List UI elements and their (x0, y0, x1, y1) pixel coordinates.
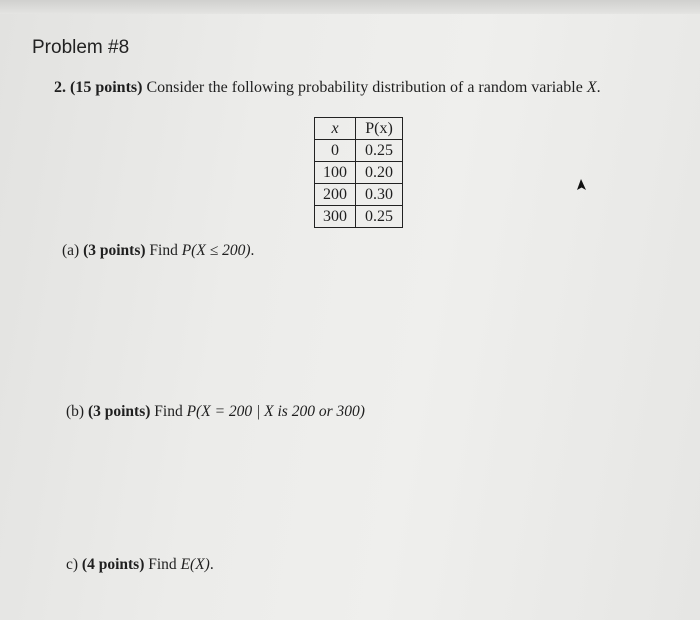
part-c (66, 556, 214, 574)
table-row (315, 162, 403, 184)
table-row (315, 140, 403, 162)
part-a (62, 242, 254, 260)
part-a-expression: P(X ≤ 200) (181, 242, 251, 259)
problem-text: Consider the following probability distribution of a random variable (142, 79, 587, 96)
top-edge (0, 0, 700, 14)
probability-table (314, 117, 403, 228)
column-header-x: x (315, 118, 356, 140)
part-a-suffix: . (250, 242, 255, 259)
problem-header: Problem #8 (32, 37, 130, 58)
part-c-points: (4 points) (81, 556, 145, 573)
part-c-expression: E(X) (180, 556, 210, 573)
cell-x: 0 (315, 140, 356, 162)
cell-px: 0.25 (356, 140, 403, 162)
cell-px: 0.30 (356, 184, 403, 206)
part-b (66, 403, 365, 421)
table-row (315, 184, 403, 206)
column-header-px: P(x) (356, 118, 403, 140)
part-a-prefix: Find (145, 242, 182, 259)
cell-px: 0.20 (356, 162, 403, 184)
table-row (315, 206, 403, 228)
problem-number: 2. (54, 79, 66, 96)
part-a-points: (3 points) (83, 242, 146, 259)
problem-points: (15 points) (70, 79, 143, 96)
random-variable: X (586, 79, 597, 96)
part-c-prefix: Find (144, 556, 181, 573)
part-a-label: (a) (62, 242, 80, 259)
part-b-points: (3 points) (87, 403, 151, 420)
part-c-label: c) (66, 556, 79, 573)
cell-x: 300 (315, 206, 356, 228)
part-c-suffix: . (209, 556, 214, 573)
part-b-prefix: Find (150, 403, 187, 420)
problem-statement (54, 79, 601, 97)
problem-period: . (596, 79, 601, 96)
cell-x: 200 (315, 184, 356, 206)
part-b-expression: P(X = 200 | X is 200 or 300) (186, 403, 365, 420)
table-header-row (315, 118, 403, 140)
mouse-pointer-icon (574, 178, 588, 192)
part-b-label: (b) (66, 403, 85, 420)
cell-px: 0.25 (356, 206, 403, 228)
cell-x: 100 (315, 162, 356, 184)
